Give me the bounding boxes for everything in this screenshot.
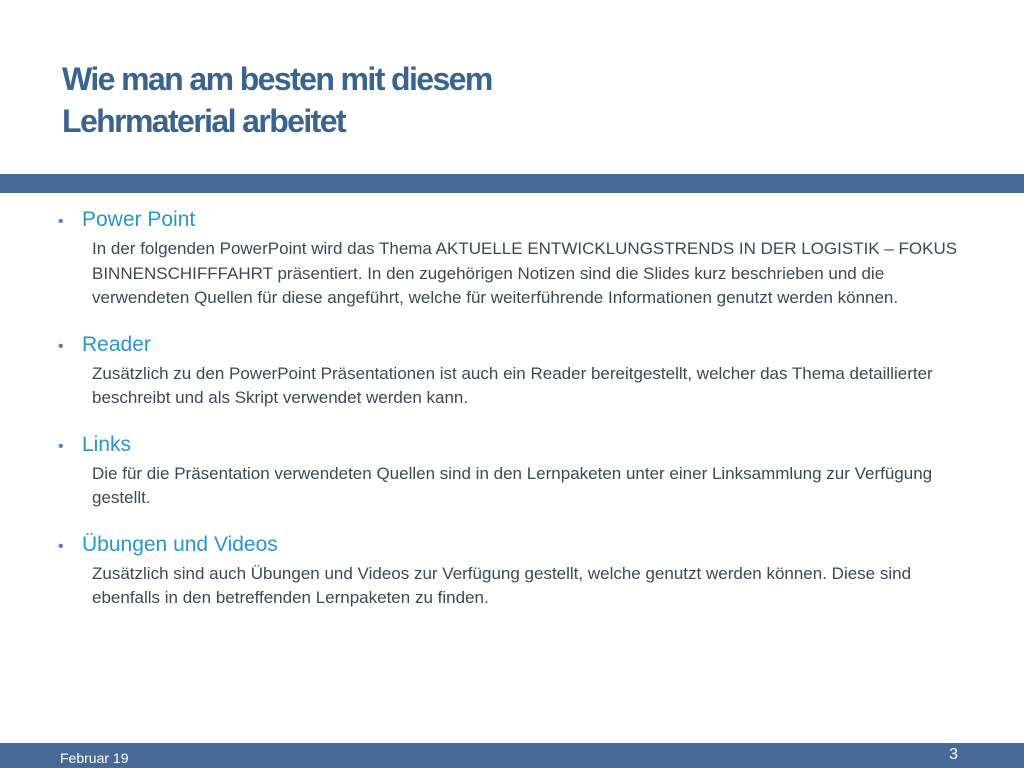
section-heading: Reader bbox=[82, 332, 151, 356]
bullet-icon: • bbox=[58, 537, 64, 555]
section-description: Zusätzlich sind auch Übungen und Videos zur Verfügung gestellt, welche genutzt werden können. Diese sind ebenfalls in den betreffenden Lernpaketen zu finden. bbox=[92, 563, 912, 607]
footer-bar bbox=[0, 743, 1024, 768]
title-divider-band bbox=[0, 174, 1024, 193]
section-heading: Links bbox=[82, 432, 132, 456]
section-description: Die für die Präsentation verwendeten Quellen sind in den Lernpaketen unter einer Linksammlung zur Verfügung gestellt. bbox=[92, 463, 933, 507]
section-description: Zusätzlich zu den PowerPoint Präsentationen ist auch ein Reader bereitgestellt, welcher das Thema detaillierter beschreibt und als Skript verwendet werden kann. bbox=[92, 363, 933, 407]
section-heading: Power Point bbox=[82, 208, 196, 231]
section-description: In der folgenden PowerPoint wird das Thema AKTUELLE ENTWICKLUNGSTRENDS IN DER LOGISTIK – FOKUS BINNENSCHIFFFAHRT präsentiert. In den zugehörigen Notizen sind die Slides kurz beschrieben und die verwendeten Quellen für diese angeführt, welche für weiterführende Informationen genutzt werden können. bbox=[92, 239, 958, 307]
bullet-icon: • bbox=[58, 337, 64, 355]
section-uebungen-videos bbox=[58, 530, 978, 611]
bullet-icon: • bbox=[58, 437, 64, 455]
bullet-icon: • bbox=[58, 213, 64, 230]
slide-title bbox=[62, 58, 962, 142]
section-links bbox=[58, 430, 978, 511]
section-power-point bbox=[58, 205, 978, 311]
content-area bbox=[58, 205, 978, 611]
slide-title-line-2: Lehrmaterial arbeitet bbox=[62, 103, 345, 139]
footer-date: Februar 19 bbox=[60, 750, 129, 766]
section-heading: Übungen und Videos bbox=[82, 532, 278, 556]
section-reader bbox=[58, 330, 978, 411]
slide-number: 3 bbox=[949, 746, 958, 763]
slide-title-line-1: Wie man am besten mit diesem bbox=[62, 61, 492, 97]
